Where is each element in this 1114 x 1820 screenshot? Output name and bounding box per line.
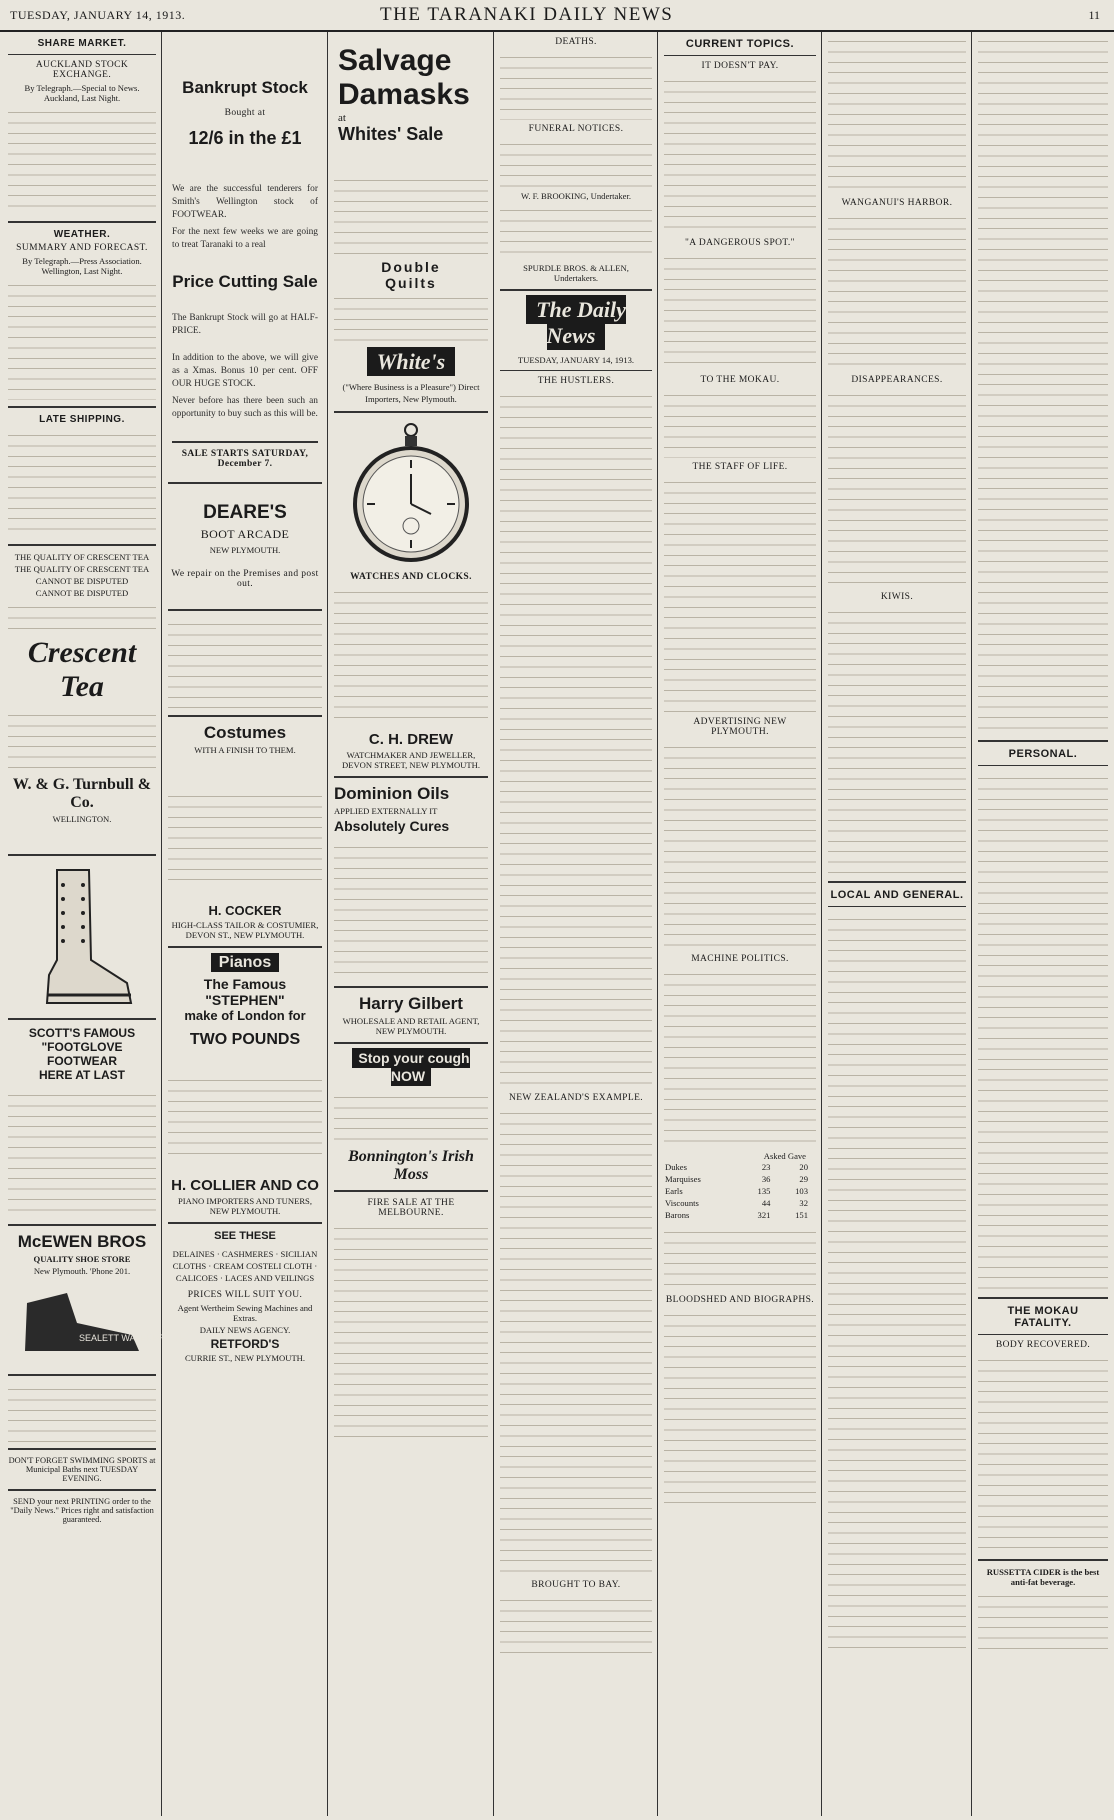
bankrupt-price: 12/6 in the £1: [188, 128, 302, 148]
turnbull-ad-title: W. & G. Turnbull & Co.: [12, 776, 152, 811]
bankrupt-para: The Bankrupt Stock will go at HALF-PRICE.: [172, 313, 318, 336]
column-6: [824, 34, 970, 1814]
hustlers-heading: THE HUSTLERS.: [537, 376, 615, 386]
cocker-subtitle: HIGH-CLASS TAILOR & COSTUMIER, DEVON ST., NEW PLYMOUTH.: [171, 920, 319, 940]
cider-text-block: [978, 1589, 1108, 1649]
tea-line: THE QUALITY OF CRESCENT TEA: [14, 564, 150, 574]
share-text-block: [8, 105, 156, 215]
spurdle-notice: SPURDLE BROS. & ALLEN, Undertakers.: [523, 263, 629, 283]
table-cell-value: 135: [757, 1186, 771, 1196]
table-cell-label: Marquises: [665, 1174, 701, 1184]
bankrupt-para: In addition to the above, we will give as a Xmas. Bonus 10 per cent. OFF OUR HUGE STOCK.: [172, 353, 318, 389]
share-market-heading: SHARE MARKET.: [37, 38, 127, 49]
table-cell-label: Earls: [665, 1186, 683, 1196]
deaths-heading: DEATHS.: [555, 37, 597, 47]
column-5: [660, 34, 820, 1814]
at-word: at: [338, 112, 346, 124]
boot-icon: [27, 865, 137, 1010]
watches-heading: WATCHES AND CLOCKS.: [350, 572, 472, 582]
machine-politics-heading: MACHINE POLITICS.: [691, 954, 789, 964]
table-cell-value: 36: [761, 1174, 771, 1184]
column-rule: [327, 32, 328, 1816]
see-these: SEE THESE: [214, 1230, 276, 1242]
pianos-banner: Pianos: [211, 953, 279, 972]
mcewen-subtitle: QUALITY SHOE STORE: [33, 1254, 131, 1264]
table-row: [664, 1185, 816, 1197]
weather-text-block: [8, 278, 156, 400]
bonnington-logo: Bonnington's Irish Moss: [348, 1148, 474, 1183]
column-rule: [657, 32, 658, 1816]
swimming-notice: DON'T FORGET SWIMMING SPORTS at Municipal Baths next TUESDAY EVENING.: [8, 1456, 156, 1483]
double-word: Double: [381, 259, 441, 275]
column7-text-block: [978, 34, 1108, 734]
gilbert-title: Harry Gilbert: [359, 994, 463, 1013]
deare-repair: We repair on the Premises and post out.: [171, 569, 319, 589]
table-cell-label: Dukes: [665, 1162, 687, 1172]
prices-suit: PRICES WILL SUIT YOU.: [187, 1290, 303, 1300]
bankrupt-para: For the next few weeks we are going to treat Taranaki to a real: [172, 227, 318, 250]
gilbert-subtitle: WHOLESALE AND RETAIL AGENT, NEW PLYMOUTH.: [342, 1016, 480, 1036]
local-general-heading: LOCAL AND GENERAL.: [830, 889, 964, 901]
funeral-heading: FUNERAL NOTICES.: [528, 124, 624, 134]
kiwis-text-block: [828, 605, 966, 875]
shoe-brand-label: SEALETT WATERPROOF: [79, 1333, 185, 1343]
dangerous-spot-heading: "A DANGEROUS SPOT.": [685, 238, 795, 248]
weather-subheading: SUMMARY AND FORECAST.: [16, 243, 148, 253]
scott-ad-line: SCOTT'S FAMOUS: [28, 1026, 136, 1040]
scott-ad-line: "FOOTGLOVE FOOTWEAR: [41, 1040, 123, 1068]
mcewen-ad-title: McEWEN BROS: [17, 1232, 147, 1251]
table-cell-value: 321: [757, 1210, 771, 1220]
table-cell-value: 20: [799, 1162, 808, 1172]
costumes-text-block: [168, 789, 322, 885]
tea-line: CANNOT BE DISPUTED: [35, 576, 129, 586]
table-cell-value: 44: [761, 1198, 771, 1208]
editorial-date: TUESDAY, JANUARY 14, 1913.: [517, 355, 635, 365]
collier-title: H. COLLIER AND CO: [171, 1177, 319, 1194]
hustlers-text-block: [500, 389, 652, 1089]
dominion-cures: Absolutely Cures: [334, 818, 450, 834]
cough-text-block: [334, 1090, 488, 1144]
shipping-text-block: [8, 428, 156, 538]
bankrupt-title: Bankrupt Stock: [182, 78, 308, 97]
column-4: [496, 34, 656, 1814]
deaths-text-block: [500, 50, 652, 120]
salvage-text-block: [334, 173, 488, 255]
table-cell-value: 23: [761, 1162, 771, 1172]
newspaper-title: THE TARANAKI DAILY NEWS: [380, 4, 674, 25]
daily-news-logo: The Daily News: [526, 295, 626, 350]
funeral-text-block: [500, 203, 652, 259]
pianos-line: "STEPHEN": [205, 992, 285, 1008]
shoe-icon: [17, 1283, 185, 1363]
whites-direct: ("Where Business is a Pleasure") Direct Importers, New Plymouth.: [342, 382, 480, 404]
whites-logo: White's: [367, 347, 455, 376]
watches-text-block: [168, 617, 322, 709]
mokau-fatality-heading: THE MOKAU FATALITY.: [1007, 1305, 1079, 1329]
personal-text-block: [978, 771, 1108, 1291]
deare-location: NEW PLYMOUTH.: [209, 545, 281, 555]
daily-news-agency: DAILY NEWS AGENCY.: [199, 1325, 291, 1335]
bloodshed-heading: BLOODSHED AND BIOGRAPHS.: [665, 1295, 815, 1305]
page-number: 11: [1088, 8, 1100, 22]
column-3: [330, 34, 492, 1814]
stop-cough-banner: Stop your cough NOW: [352, 1048, 469, 1086]
costumes-subtitle: WITH A FINISH TO THEM.: [194, 745, 296, 755]
russetta-cider-ad: RUSSETTA CIDER is the best anti-fat beverage.: [986, 1567, 1100, 1587]
table-cell-label: Viscounts: [665, 1198, 699, 1208]
printing-notice: SEND your next PRINTING order to the "Daily News." Prices right and satisfaction guaranteed.: [10, 1497, 154, 1524]
example-heading: NEW ZEALAND'S EXAMPLE.: [508, 1093, 644, 1103]
disappearances-text-block: [828, 388, 966, 588]
advertising-text-block: [664, 740, 816, 950]
issue-date: TUESDAY, JANUARY 14, 1913.: [10, 8, 186, 22]
to-mokau-heading: TO THE MOKAU.: [700, 375, 780, 385]
table-row: [664, 1161, 816, 1173]
quilts-text-block: [334, 291, 488, 343]
funeral-text-block: [500, 137, 652, 187]
column-1: [4, 34, 185, 1814]
crescent-tea-logo: Crescent Tea: [27, 636, 137, 703]
mokau-text-block: [664, 388, 816, 458]
weather-heading: WEATHER.: [53, 229, 111, 240]
salvage-word: Salvage: [338, 44, 452, 77]
table-cell-value: 32: [799, 1198, 808, 1208]
table-cell-value: 151: [795, 1210, 808, 1220]
table-cell-label: Barons: [665, 1210, 690, 1220]
table-cell-value: 103: [795, 1186, 808, 1196]
politics-text-block: [664, 967, 816, 1147]
costumes-title: Costumes: [203, 723, 287, 742]
sewing-agent: Agent Wertheim Sewing Machines and Extras.: [177, 1303, 313, 1323]
column6-text-block: [828, 34, 966, 194]
retford-address: CURRIE ST., NEW PLYMOUTH.: [184, 1353, 306, 1363]
wanganui-heading: WANGANUI'S HARBOR.: [841, 198, 953, 208]
retford-title: RETFORD'S: [210, 1337, 280, 1351]
column-rule: [161, 32, 162, 1816]
turnbull-location: WELLINGTON.: [52, 814, 112, 824]
brooking-notice: W. F. BROOKING, Undertaker.: [521, 191, 631, 201]
body-recovered-heading: BODY RECOVERED.: [995, 1340, 1091, 1350]
tea-line: THE QUALITY OF CRESCENT TEA: [14, 552, 150, 562]
drew-title: C. H. DREW: [368, 731, 454, 748]
wanganui-text-block: [828, 211, 966, 371]
column-7: [974, 34, 1112, 1814]
sale-starts: SALE STARTS SATURDAY, December 7.: [181, 449, 309, 469]
drew-subtitle: WATCHMAKER AND JEWELLER, DEVON STREET, NEW PLYMOUTH.: [342, 750, 480, 770]
personal-heading: PERSONAL.: [1008, 748, 1078, 760]
deare-title: DEARE'S: [203, 502, 287, 523]
shipping-heading: LATE SHIPPING.: [39, 414, 125, 425]
column-rule: [971, 32, 972, 1816]
masthead: [0, 0, 1114, 32]
weather-byline: By Telegraph.—Press Association. Wellington, Last Night.: [22, 256, 142, 276]
staff-of-life-heading: THE STAFF OF LIFE.: [692, 462, 788, 472]
share-byline: By Telegraph.—Special to News. Auckland, Last Night.: [24, 83, 140, 103]
pianos-line: The Famous: [203, 976, 287, 992]
fatality-text-block: [978, 1353, 1108, 1553]
bay-text-block: [500, 1593, 652, 1653]
dominion-applied: APPLIED EXTERNALLY IT: [334, 806, 438, 816]
peerage-table: [664, 1161, 816, 1221]
pianos-text-block: [168, 1073, 322, 1163]
current-topics-heading: CURRENT TOPICS.: [685, 38, 795, 50]
bloodshed-text-block: [664, 1308, 816, 1508]
disappearances-heading: DISAPPEARANCES.: [851, 375, 943, 385]
damasks-word: Damasks: [338, 78, 470, 111]
example-text-block: [500, 1106, 652, 1576]
peerage-table-header: Asked Gave: [763, 1151, 806, 1161]
pianos-line: make of London for: [184, 1008, 306, 1023]
mcewen-address: New Plymouth. 'Phone 201.: [33, 1266, 131, 1276]
staff-of-life-text-block: [664, 475, 816, 713]
pianos-price: TWO POUNDS: [189, 1031, 301, 1048]
tea-text-block: [8, 708, 156, 772]
bankrupt-para: We are the successful tenderers for Smith's Wellington stock of FOOTWEAR.: [172, 184, 318, 220]
bankrupt-para: Never before has there been such an opportunity to buy such as this will be.: [172, 396, 318, 419]
table-row: [664, 1209, 816, 1221]
dangerous-spot-text-block: [664, 251, 816, 371]
salvage-damasks-ad: [334, 34, 488, 145]
scott-text-block: [8, 1088, 156, 1218]
column-2: [164, 34, 326, 1814]
local-general-text-block: [828, 912, 966, 1652]
tea-line: CANNOT BE DISPUTED: [35, 588, 129, 598]
table-row: [664, 1173, 816, 1185]
dominion-oils-title: Dominion Oils: [334, 784, 450, 803]
misc-text-block: [8, 1382, 156, 1442]
dominion-text-block: [334, 840, 488, 980]
tea-text-block: [8, 600, 156, 632]
boot-illustration: [8, 862, 156, 1012]
column-rule: [493, 32, 494, 1816]
advertising-heading: ADVERTISING NEW PLYMOUTH.: [693, 717, 787, 737]
watch-icon: [351, 422, 471, 567]
doesnt-pay-heading: IT DOESN'T PAY.: [701, 61, 779, 71]
whites-sale-word: Whites' Sale: [338, 124, 444, 144]
fire-sale-heading: FIRE SALE AT THE MELBOURNE.: [367, 1198, 455, 1218]
price-cutting-title: Price Cutting Sale: [172, 272, 318, 291]
stock-exchange-subheading: AUCKLAND STOCK EXCHANGE.: [35, 60, 129, 80]
table-row: [664, 1197, 816, 1209]
brought-to-bay-heading: BROUGHT TO BAY.: [531, 1580, 621, 1590]
watches-text-block: [334, 585, 488, 723]
scott-ad-line: HERE AT LAST: [39, 1068, 125, 1082]
doesnt-pay-text-block: [664, 74, 816, 234]
bankrupt-stock-ad: [168, 74, 322, 476]
column-rule: [821, 32, 822, 1816]
bankrupt-bought: Bought at: [224, 108, 266, 118]
fire-sale-text-block: [334, 1221, 488, 1441]
collier-subtitle: PIANO IMPORTERS AND TUNERS, NEW PLYMOUTH.: [178, 1196, 312, 1216]
waterproof-boot-illustration: [8, 1278, 185, 1368]
quilts-word: Quilts: [385, 275, 437, 291]
politics-text-block: [664, 1225, 816, 1291]
goods-list: DELAINES · CASHMERES · SICILIAN CLOTHS · CREAM COSTELI CLOTH · CALICOES · LACES AND VEILINGS: [172, 1249, 318, 1283]
pocket-watch-illustration: [334, 419, 488, 569]
kiwis-heading: KIWIS.: [880, 592, 914, 602]
table-cell-value: 29: [799, 1174, 808, 1184]
cocker-title: H. COCKER: [208, 903, 282, 918]
deare-subtitle: BOOT ARCADE: [200, 527, 290, 541]
